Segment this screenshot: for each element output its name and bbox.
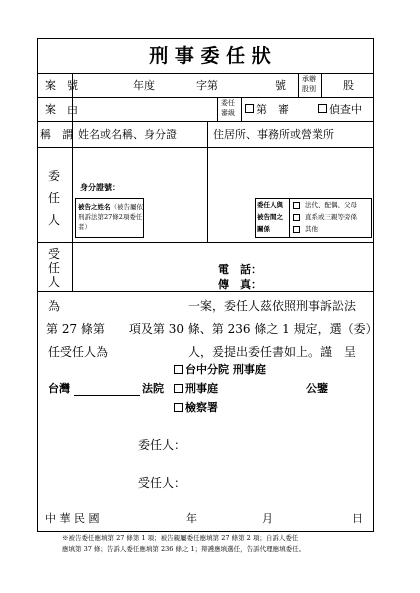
relation-option-label-1: 法代、配偶、父母	[305, 201, 357, 209]
instance-label-line2: 審級	[221, 109, 235, 117]
rule-under-principal	[37, 242, 374, 243]
case-number-label: 案 號	[45, 79, 78, 92]
date-day: 日	[352, 512, 363, 525]
name-column-header: 姓名或名稱、身分證	[78, 128, 177, 141]
address-column-header: 住居所、事務所或營業所	[213, 128, 334, 141]
relation-label-line1: 委任人與	[257, 201, 283, 209]
body-line1-rest: 一案，委任人茲依照刑事訴訟法	[188, 299, 357, 313]
division-label-line1: 承辦	[302, 75, 316, 83]
defendant-name-label: 被告之姓名	[78, 203, 111, 211]
relation-option-label-2: 直系或三親等旁係	[305, 213, 357, 221]
relation-box-divider	[289, 198, 290, 238]
date-year: 年	[186, 512, 197, 525]
criminal-court-checkbox[interactable]	[174, 384, 183, 393]
defendant-name-block	[78, 202, 144, 232]
rule-under-case	[37, 97, 374, 98]
title-column-header: 稱 謂	[40, 128, 73, 141]
relation-option-label-3: 其他	[305, 225, 318, 233]
trial-instance-label: 第 審	[256, 103, 289, 116]
case-reason-label: 案 由	[45, 103, 78, 116]
rule-instance-right	[241, 97, 242, 121]
branch-court-label: 台中分院 刑事庭	[185, 363, 266, 376]
rule-instance-left	[217, 97, 218, 121]
agent-label: 受任人	[48, 247, 61, 289]
rule-name-address-split	[207, 121, 208, 242]
agent-phone-label: 電 話：	[218, 263, 262, 276]
relation-label-line3: 關係	[257, 225, 270, 233]
rule-under-agent	[37, 291, 374, 292]
footnote-line2: 應填第 37 條；告訴人委任應填第 236 條之 1；辩護應填選任，告訴代理應填委任。	[62, 545, 306, 553]
branch-court-checkbox[interactable]	[174, 365, 183, 374]
relation-label-line2: 被告間之	[257, 213, 283, 221]
investigation-label: 偵查中	[329, 103, 362, 116]
relation-option-checkbox-3[interactable]	[293, 226, 300, 233]
criminal-court-label: 刑事庭	[185, 382, 218, 395]
prosecutor-office-label: 檢察署	[185, 401, 218, 414]
case-number-suffix: 號	[275, 79, 286, 92]
rule-under-header	[37, 147, 374, 148]
page-title: 刑 事 委 任 狀	[149, 45, 271, 67]
defendant-name-note: （被告屬依刑訴法第27條2項委任者）	[78, 203, 143, 231]
body-line3-prefix: 任受任人為	[48, 345, 109, 359]
court-name-blank	[74, 395, 140, 396]
relation-option-checkbox-2[interactable]	[293, 214, 300, 221]
rule-division-right	[321, 73, 322, 97]
date-month: 月	[262, 512, 273, 525]
body-line3-rest: 人，爰提出委任書如上。謹 呈	[188, 345, 357, 359]
case-word-label: 字第	[196, 79, 218, 92]
taiwan-label: 台灣	[48, 382, 70, 395]
agent-signature-label: 受任人：	[138, 476, 187, 490]
rule-under-title	[37, 73, 374, 74]
trial-instance-checkbox[interactable]	[245, 104, 254, 113]
instance-label-line1: 委任	[221, 99, 235, 107]
investigation-checkbox[interactable]	[318, 104, 327, 113]
rule-under-reason	[37, 121, 374, 122]
agent-fax-label: 傳 真：	[218, 278, 262, 291]
division-label-line2: 股別	[302, 85, 316, 93]
body-line1-prefix: 為	[48, 299, 61, 313]
court-suffix-label: 法院	[142, 382, 164, 395]
prosecutor-office-checkbox[interactable]	[174, 403, 183, 412]
relation-option-checkbox-1[interactable]	[293, 202, 300, 209]
footnote-line1: ※被告委任應填第 27 條第 1 項；被告親屬委任應填第 27 條第 2 項；自訴人委任	[62, 534, 299, 542]
date-era: 中 華 民 國	[45, 512, 100, 525]
division-suffix: 股	[343, 79, 354, 92]
principal-id-label: 身分證號：	[80, 182, 120, 192]
principal-label: 委任人	[48, 169, 61, 227]
rule-division-left	[298, 73, 299, 97]
body-line2: 第 27 條第 項及第 30 條、第 236 條之 1 規定，選（委）	[46, 322, 378, 336]
case-year-label: 年度	[133, 79, 155, 92]
principal-signature-label: 委任人：	[138, 438, 187, 452]
public-label: 公鑒	[306, 382, 328, 395]
